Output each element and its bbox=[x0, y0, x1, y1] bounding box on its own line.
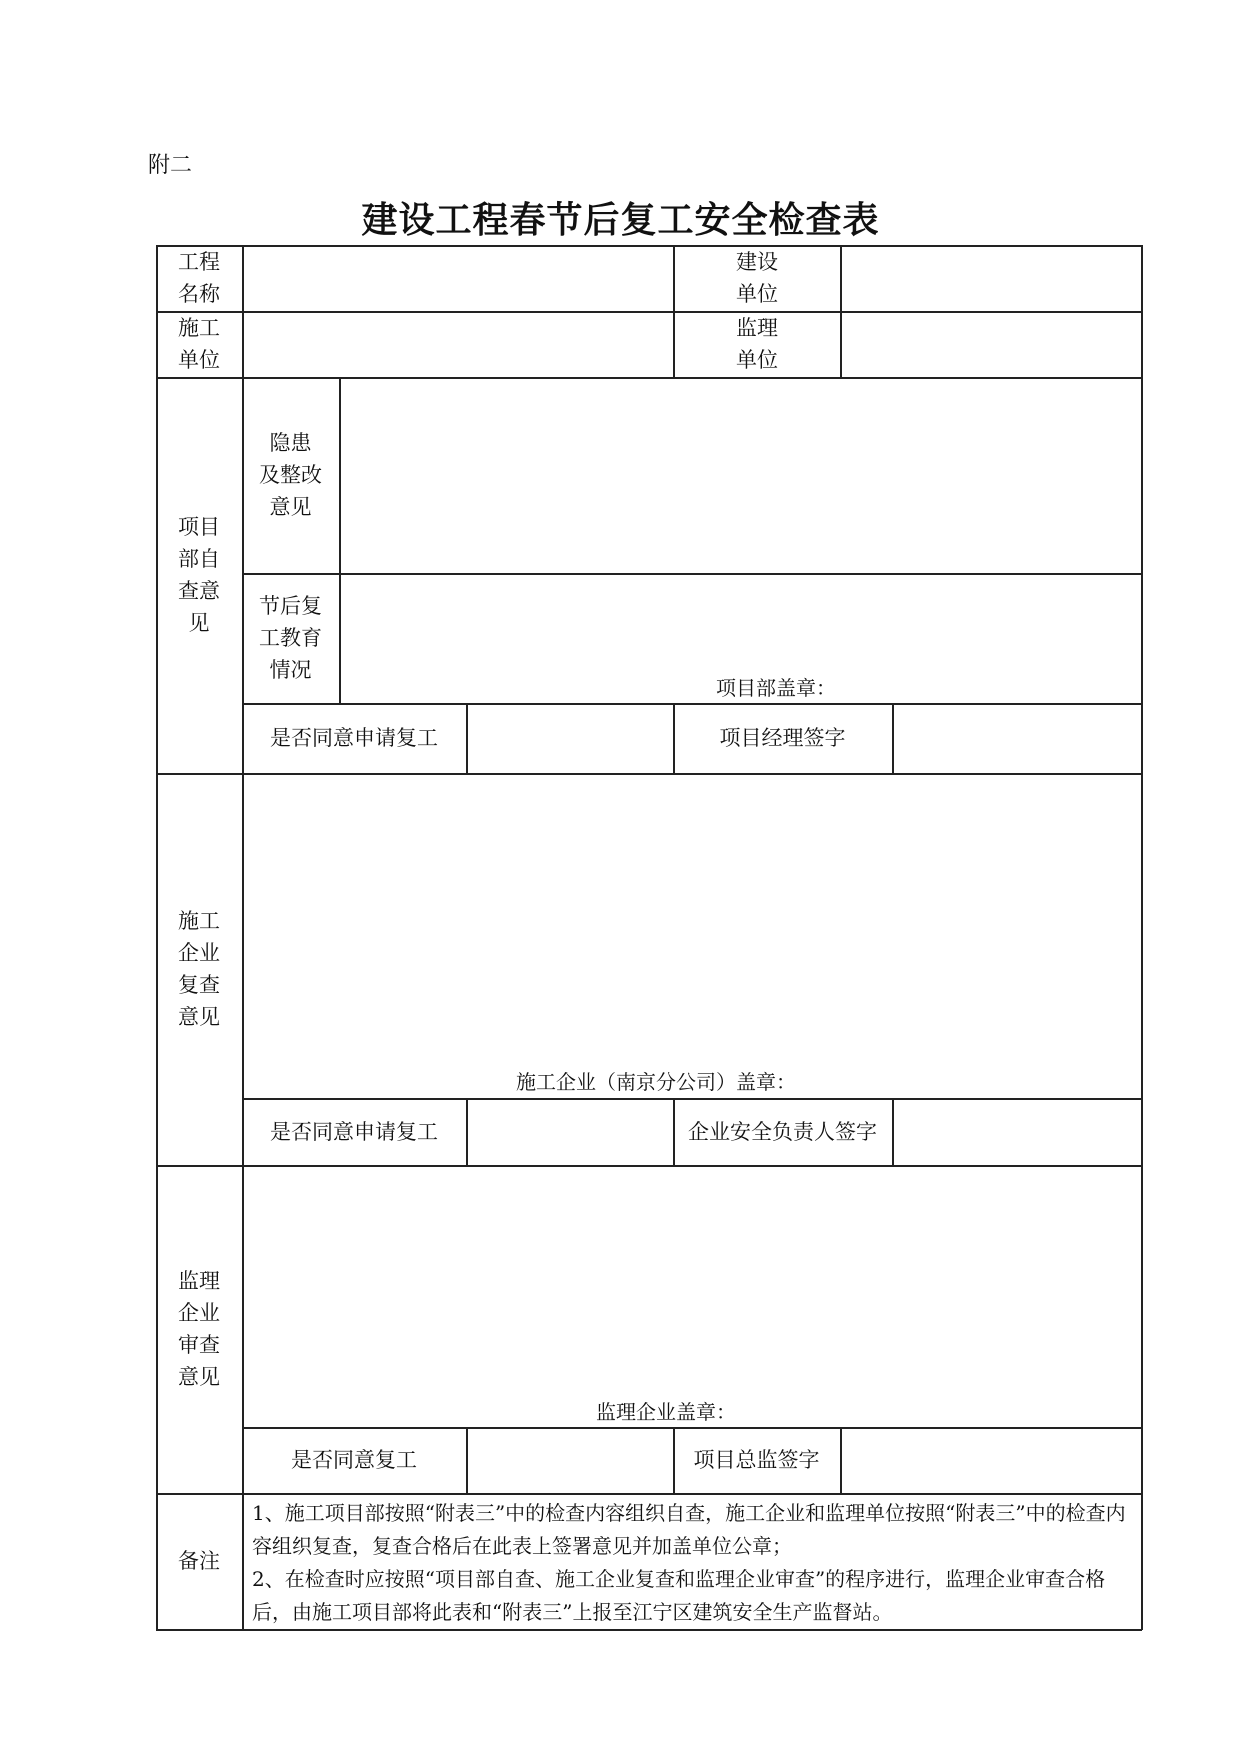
owner-unit-field[interactable] bbox=[842, 247, 1140, 310]
project-dept-agree-field[interactable] bbox=[468, 705, 672, 772]
supervisor-review-field[interactable] bbox=[244, 1167, 1140, 1426]
contractor-review-field[interactable] bbox=[244, 775, 1140, 1097]
project-dept-seal-label: 项目部盖章： bbox=[716, 676, 836, 700]
supervisor-field[interactable] bbox=[842, 313, 1140, 376]
remarks-notes bbox=[252, 1497, 1134, 1629]
education-label: 节后复 工教育 情况 bbox=[259, 594, 322, 682]
remark-note-2: 2、在检查时应按照“项目部自查、施工企业复查和监理企业审查”的程序进行，监理企业审查合格后，由施工项目部将此表和“附表三”上报至江宁区建筑安全生产监督站。 bbox=[252, 1567, 1106, 1624]
supervisor-seal-label: 监理企业盖章： bbox=[596, 1400, 736, 1424]
project-name-field[interactable] bbox=[244, 247, 672, 310]
contractor-field[interactable] bbox=[244, 313, 672, 376]
form-border-bottom bbox=[156, 1629, 1142, 1631]
remarks-label: 备注 bbox=[178, 1549, 220, 1573]
supervisor-review-section-label: 监理 企业 审查 意见 bbox=[178, 1269, 220, 1389]
safety-officer-sign-field[interactable] bbox=[894, 1100, 1140, 1164]
project-manager-sign-field[interactable] bbox=[894, 705, 1140, 772]
page-title: 建设工程春节后复工安全检查表 bbox=[361, 200, 880, 241]
contractor-agree-label: 是否同意申请复工 bbox=[270, 1119, 438, 1144]
contractor-label: 施工 单位 bbox=[178, 316, 220, 372]
project-dept-agree-label: 是否同意申请复工 bbox=[270, 726, 438, 750]
form-border-right bbox=[1141, 245, 1143, 1630]
supervisor-agree-field[interactable] bbox=[468, 1429, 672, 1492]
owner-unit-label: 建设 单位 bbox=[736, 250, 778, 306]
hazards-field[interactable] bbox=[341, 379, 1140, 572]
project-name-label: 工程 名称 bbox=[178, 250, 220, 306]
row-line bbox=[156, 1493, 1142, 1495]
supervisor-agree-label: 是否同意复工 bbox=[291, 1448, 417, 1472]
safety-officer-sign-label: 企业安全负责人签字 bbox=[688, 1119, 877, 1144]
project-manager-sign-label: 项目经理签字 bbox=[719, 726, 846, 750]
remark-note-1: 1、施工项目部按照“附表三”中的检查内容组织自查，施工企业和监理单位按照“附表三”中的检查内容组织复查，复查合格后在此表上签署意见并加盖单位公章； bbox=[252, 1501, 1126, 1558]
contractor-agree-field[interactable] bbox=[468, 1100, 672, 1164]
hazards-label: 隐患 及整改 意见 bbox=[259, 431, 322, 519]
annex-label: 附二 bbox=[148, 153, 193, 178]
inspection-form bbox=[156, 245, 1142, 1630]
chief-supervisor-sign-field[interactable] bbox=[842, 1429, 1140, 1492]
contractor-review-section-label: 施工 企业 复查 意见 bbox=[178, 909, 220, 1029]
contractor-seal-label: 施工企业（南京分公司）盖章： bbox=[516, 1070, 796, 1094]
supervisor-label: 监理 单位 bbox=[736, 316, 778, 372]
chief-supervisor-sign-label: 项目总监签字 bbox=[693, 1448, 820, 1472]
project-dept-section-label: 项目 部自 查意 见 bbox=[178, 515, 220, 635]
